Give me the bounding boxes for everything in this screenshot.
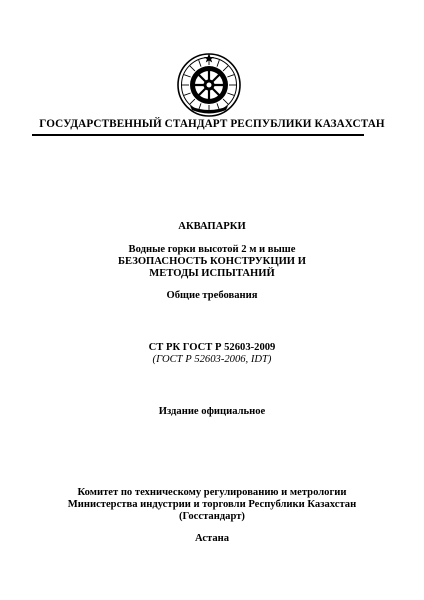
standard-designation: СТ РК ГОСТ Р 52603-2009 bbox=[148, 342, 276, 353]
official-edition-label: Издание официальное bbox=[158, 406, 266, 417]
document-subtitle-line: Водные горки высотой 2 м и выше bbox=[128, 244, 296, 255]
general-requirements-label: Общие требования bbox=[166, 290, 258, 301]
header-divider bbox=[32, 134, 364, 136]
standard-header-title: ГОСУДАРСТВЕННЫЙ СТАНДАРТ РЕСПУБЛИКИ КАЗАХСТАН bbox=[39, 118, 385, 130]
standard-designation-equivalent: (ГОСТ Р 52603-2006, IDT) bbox=[152, 354, 272, 365]
committee-line: Министерства индустрии и торговли Республики Казахстан bbox=[67, 499, 357, 510]
document-title: АКВАПАРКИ bbox=[178, 221, 246, 232]
publication-city: Астана bbox=[194, 533, 230, 544]
document-subtitle-line: БЕЗОПАСНОСТЬ КОНСТРУКЦИИ И bbox=[118, 256, 306, 267]
committee-line: (Госстандарт) bbox=[179, 511, 245, 522]
document-subtitle-line: МЕТОДЫ ИСПЫТАНИЙ bbox=[149, 268, 275, 279]
committee-line: Комитет по техническому регулированию и метрологии bbox=[77, 487, 347, 498]
state-emblem-icon bbox=[176, 52, 242, 118]
